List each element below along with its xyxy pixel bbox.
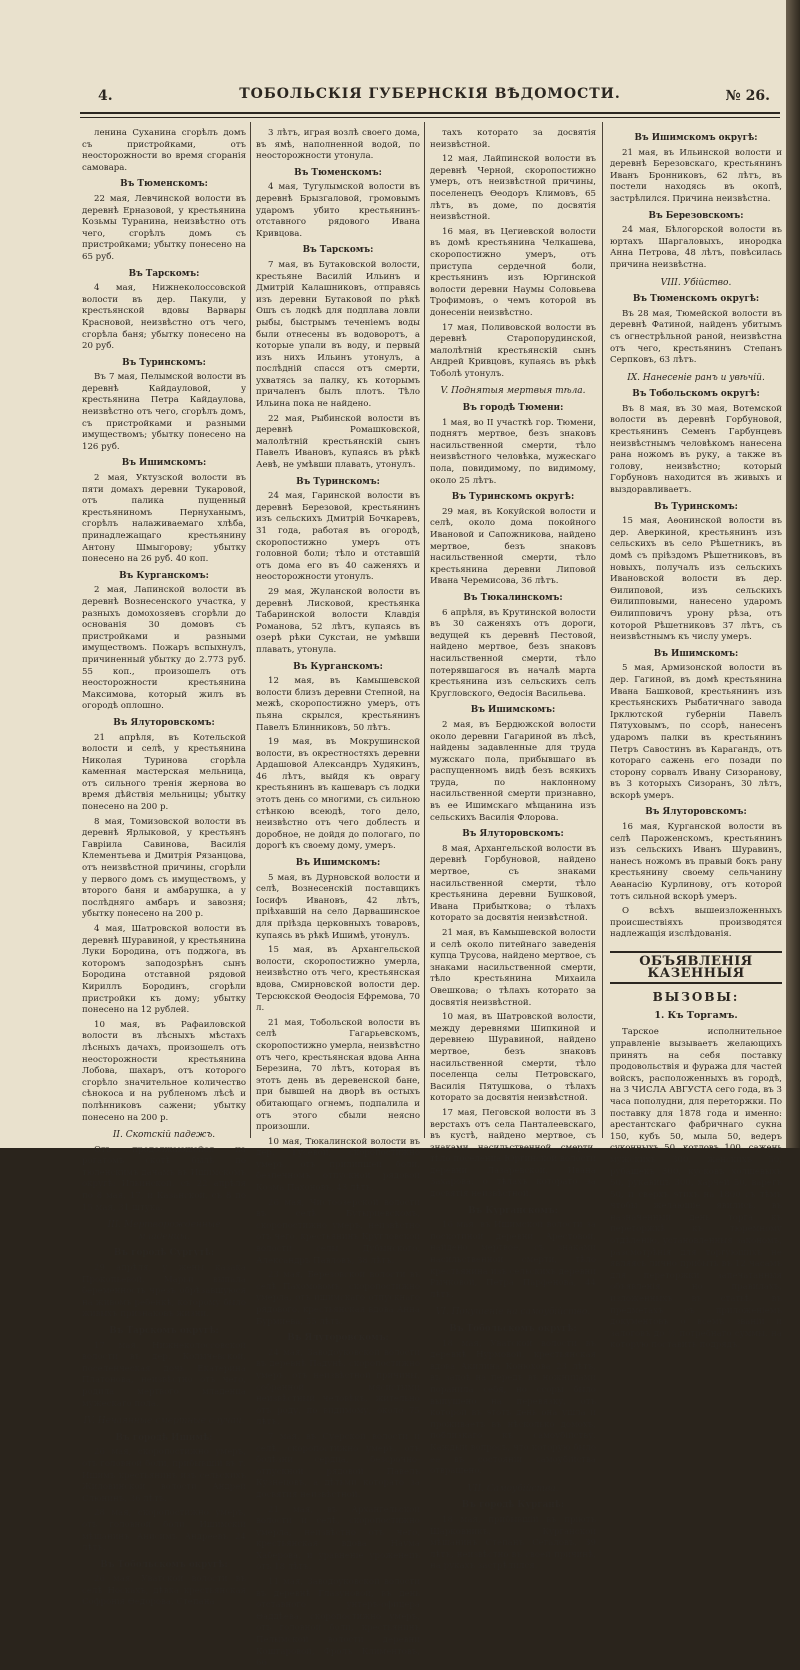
section-heading: Въ Ялуторовскомъ: (287, 1333, 389, 1344)
section-title: III. Мертворожденные младенцы. (107, 1220, 221, 1242)
paragraph: Въ 7 мая, Пелымской волости въ деревнѣ Кайдауловой, у крестьянина Петра Кайдаулова, неизвѣстно отъ чего, сгорѣлъ домъ, съ пристройками и разными имуществомъ; убытку понесено на 126 руб. (82, 372, 246, 452)
paragraph: 16 мая, въ Цегиевской волости въ домѣ крестьянина Челкашева, скоропостижно умеръ, отъ приступа сердечной боли, крестьянинъ изъ Юргинской волости деревни Наумы Соловьева Трофимовъ, о чемъ которой въ донесеніи неизвѣстно. (430, 226, 596, 318)
section-heading: Въ Туринскомъ: (296, 476, 380, 487)
paragraph: 15 мая, въ Архангельской волости, скоропостижно умерла, неизвѣстно отъ чего, крестьянская вдова, Смирновской волости дер. Терсюкской Ѳеодосія Ефремова, 70 л. (256, 945, 420, 1014)
paragraph: 29 мая, Жуланской волости въ деревнѣ Лисковой, крестьянка Табаринской волости Клавдія Романова, 52 лѣтъ, купаясь въ озерѣ рѣки Сукстаи, не умѣвши плавать, утонула. (256, 586, 420, 655)
column-divider (424, 122, 425, 1138)
section-heading: Въ Туринскомъ округѣ: (451, 492, 575, 503)
section-title: IV. Нечаянные смертные случаи. (83, 1416, 245, 1427)
section-heading: Въ Ялуторовскомъ: (113, 717, 215, 728)
paragraph: 12 мая, Лайпинской волости въ деревнѣ Черной, скоропостижно умеръ, отъ неизвѣстной причины, поселенецъ Ѳеодоръ Климовъ, 65 лѣтъ, въ доме, по досвятія неизвѣстной. (430, 154, 596, 223)
section-heading: Въ Курганскомъ: (468, 1205, 558, 1216)
paragraph: 21 мая, въ Архангельской волости и селѣ, скоропостижно умерла, неизвѣстно отъ чего, крестьянская вдова Наума Хаберова, и уравненіе уроженецъ отъ 18 лѣтъ. (256, 1504, 420, 1573)
paragraph: 2 мая, въ Бердюжской волости около деревни Гагариной въ лѣсѣ, найдены задавленные для труда мужскаго пола, прибывшаго въ распущенномъ видѣ безъ всякихъ труда, по наклонному насильственной смерти признавно, въ ее Ишимскаго мѣщанина изъ сельскихъ Василія Флорова. (430, 719, 596, 823)
binding-edge (786, 0, 800, 1148)
section-heading: Въ городѣ Сургутѣ: (113, 1248, 215, 1259)
section-heading: Въ Тарскомъ: (302, 245, 374, 256)
paragraph: 6 апрѣля, въ Крутинской волости въ 30 саженяхъ отъ дороги, ведущей къ деревнѣ Пестовой, найдено мертвое, безъ знаковъ насильственной смерти, тѣло потерявшагося въ началѣ марта крестьянина изъ сельскихъ селъ Кругловского, Ѳедосія Васильева. (430, 607, 596, 699)
section-heading: Въ Тобольскомъ округѣ: (632, 389, 760, 400)
paragraph: 24 мая, Заводоуковской волости въ деревнѣ Падунѣ, скоропостижно умеръ, отъ неизвѣстной причины, собранной мясистыми неизвѣстный человѣкъ, жительно отъ роду, по видимому, около 75 лѣтъ. (256, 1347, 420, 1428)
paragraph: 22 мая, Рыбинской волости въ деревнѣ Ромашковской, малолѣтній крестьянскій сынъ Павелъ Ивановъ, купаясь въ рѣкѣ Аевѣ, не умѣвши плавать, утонулъ. (256, 413, 420, 471)
section-heading: Въ Тюкалинскомъ: (463, 592, 563, 603)
paragraph: 17 мая, Поливовской волости въ деревнѣ Старопорудинской, малолѣтній крестьянскій сынъ Андрей Кривцовъ, купаясь въ рѣкѣ Тоболѣ утонулъ. (430, 322, 596, 379)
header-rule-top (80, 112, 780, 114)
section-heading: Въ городѣ Курганѣ: (461, 1500, 565, 1511)
section-heading: Въ Ялуторовскомъ: (645, 807, 747, 818)
paragraph: 10 мая, въ Шатровской волости, между деревнями Шипкиной и деревнею Шуравиной, найдено мертвое, безъ знаковъ насильственной смерти, тѣло поселенца селы Петровскаго, Василія Пятушкова, о тѣлахъ которато за досвятія неизвѣстной. (430, 1012, 596, 1104)
section-heading: Въ Березовскомъ: (648, 210, 744, 221)
column-divider (602, 122, 603, 1138)
subsection-heading: 1. Къ Торгамъ. (654, 1009, 738, 1021)
paragraph: 21 мая, Тобольской волости въ селѣ Гагарьевскомъ, скоропостижно умерла, неизвѣстно отъ чего, крестьянская вдова Анна Березина, 70 лѣтъ, которая въ этотъ день въ деревенской бане, при бывшей на дворѣ въ остыхъ обитающаго огнемъ, подпалила и отъ этого сбыли неясно произошли. (256, 1017, 420, 1133)
paragraph: 29 апрѣля, у жены казака Прокопьевой, Марьи выпала беременность чрезъ обрѣзавшуюся на живомъ ребенкѣ; которому было живыхъ признаковъ жизни. (82, 1263, 246, 1320)
paragraph: Въ 28 мая, Тюмейской волости въ деревнѣ Фатиной, найденъ убитымъ съ огнестрѣльной раной, неизвѣстна отъ чего, крестьянинъ Степанъ Серпковъ, 63 лѣтъ. (610, 308, 782, 366)
paragraph: 4 мая, Нижнеколоссовской волости въ дер. Пакули, у крестьянской вдовы Варвары Красновой, неизвѣстно отъ чего, сгорѣла баня; убытку понесено на 20 руб. (82, 283, 246, 352)
paragraph: 7 мая, въ Суерской волости и селѣ, скоропостижно умеръ, отъ болѣзни сердца, безсрочно-отпускной рядовой Павелъ Кузнецовъ, а дѣтьми которато за досвятия неизвѣстной. (256, 1431, 420, 1500)
paragraph: 4 мая, Шатровской волости въ деревнѣ Шуравиной, у крестьянина Луки Бородина, отъ поджога, въ которомъ заподозрѣнъ сынъ Бородина отставной рядовой Кириллъ Бородинъ, сгорѣли пристройки къ дому; убытку понесено на 12 рублей. (82, 924, 246, 1016)
paragraph: 18 мая, прибывшій въ пріютъ Шарковникъ, Курганской мѣщанинъ Степанъ Сегаловъ, 39 лѣтъ, неизвѣстно въ своей причинѣ, на рукахъ застрѣлился. (430, 1514, 596, 1572)
column-3 (430, 128, 596, 1572)
section-heading: Въ городѣ Ишимѣ: (115, 1432, 213, 1443)
section-heading: Въ Ишимскомъ: (295, 858, 381, 869)
paragraph: 21 апрѣля, въ Котельской волости и селѣ, у крестьянина Николая Туринова сгорѣла каменная мастерская мельница, отъ сильного тренія жернова во время дѣйствія мельницы; убытку понесено на 200 р. (82, 732, 246, 813)
paragraph: 24 мая, Бѣлогорской волости въ юртахъ Шаргаловыхъ, инородка Анна Петрова, 48 лѣтъ, повѣсилась причина неизвѣстна. (610, 225, 782, 270)
paragraph: 10 мая, въ Рафаиловской волости въ лѣсныхъ мѣстахъ лѣсныхъ дачахъ, произошелъ отъ неосторожности крестьянина Лобова, шахаръ, отъ которого сгорѣло значительное количество сѣнокоса и на рубленомъ лѣсѣ и полѣнниковъ сажени; убытку понесено на 200 р. (82, 1019, 246, 1123)
paragraph: Тарское исполнительное управленіе вызываетъ желающихъ принять на себя поставку продовольствія и фуража для частей войскъ, расположенныхъ въ городѣ, на 3 ЧИСЛА АВГУСТА сего года, въ 3 часа пополудни, для переторжки. По поставку для 1878 года и именно: арестантскаго фабричнаго сукна 150, кубъ 50, мыла 50, ведеръ суконныхъ 50, котловъ 100, сажень мужскихъ 300, женскихъ 50, рубашекъ 300, кусковъ холщевыхъ 50, рукавицъ 300, харчей 50, варегъ 50, и сверхъ этихъ на 1800 съ тѣмъ чтобы желающіе явились, въ назначенный день торга къ переторжкѣ къ тюремному отдѣленію, установленныя закономъ, разсмотрѣнія для торгующихъ не являясь лично прибыть въ 12 часамъ для переторжки запечатанныя объявленія, но правилахъ, изложенныхъ въ статьѣ, въ предметахъ съ приложеніемъ документовъ о всемъ званіи и залоговъ до ½ потребнаго суммы, на которую поставить подрядъ. (610, 1027, 782, 1351)
paragraph: тахъ которато за досвятія неизвѣстной. (430, 128, 596, 150)
paragraph: 24 мая, Гаринской волости въ деревнѣ Березовой, крестьянинъ изъ сельскихъ Дмитрій Бочкаревъ, 31 года, работая въ огородѣ, скоропостижно умеръ отъ головной боли; тѣло и отставшій отъ дома его въ 40 саженяхъ и неосторожности утонулъ. (256, 491, 420, 583)
paragraph: 12 мая, въ Камышевской волости близъ деревни Степной, на межѣ, скоропостижно умеръ, отъ пьяна скрылся, крестьянинъ Павелъ Блинниковъ, 50 лѣтъ. (256, 676, 420, 733)
section-heading: Въ Тюменскомъ: (294, 167, 382, 178)
paragraph: 16 мая, Курганской волости въ селѣ Пароженскомъ, крестьянинъ изъ сельскихъ Иванъ Шуравинъ, нанесъ ножомъ въ правый бокъ рану крестьянину своему сельчанину Аѳанасію Курлинову, отъ которой тотъ сильной вскорѣ умеръ. (610, 822, 782, 902)
section-title: VIII. Убійство. (660, 277, 732, 288)
paragraph: 2 мая, Лапинской волости въ деревнѣ Вознесенского участка, у разныхъ домохозяевъ сгорѣли до основанія 30 домовъ съ пристройками и разными имуществомъ. Пожаръ вспыхнулъ, причиненный убытку до 2.773 руб. 55 коп., произошелъ отъ неосторожности крестьянина Максимова, который жилъ въ огородѣ оплошно. (82, 585, 246, 712)
announcements-banner: ОБЪЯВЛЕНІЯ КАЗЕННЫЯ (610, 951, 782, 984)
section-heading: Въ Курганскомъ: (119, 570, 209, 581)
paragraph: 26 мая, Чистоозерской волости въ селѣ Бутырцевскомъ, скоропостижно умеръ, неизвѣстно отъ чего, крестьянинъ Кругловской волости селы Дубынского, Александръ Павловъ, 38 лѣтъ. (256, 1197, 420, 1266)
paragraph: 1 мая, во II участкѣ гор. Тюмени, поднятъ мертвое, безъ знаковъ насильственной смерти, тѣло неизвѣстного человѣка, мужескаго пола, повидимому, по видимому, около 25 лѣтъ. (430, 417, 596, 486)
header-rule-bottom (80, 117, 780, 118)
section-title: VII. Самоубійства. (467, 1483, 559, 1494)
page-header (80, 84, 780, 108)
column-divider (250, 122, 251, 1138)
paragraph: 2 мая, Уктузской волости въ пяти домахъ деревни Тукаровой, отъ палика пущенный крестьяниномъ Пернуханымъ, сгорѣлъ налаживаемаго хлѣба, принадлежащаго крестьянину Антону Шмыгорову; убытку понесено на 26 руб. 40 коп. (82, 473, 246, 565)
section-heading: Въ Ялуторовскомъ: (462, 829, 564, 840)
paragraph: 22 мая, Левчинской волости въ деревнѣ Ерназовой, у крестьянина Козьмы Туранина, неизвѣстно отъ чего, сгорѣлъ домъ съ пристройками; убытку понесено на 65 руб. (82, 193, 246, 262)
page-number: 4. (98, 88, 113, 104)
section-heading: Въ Ишимскомъ: (653, 648, 739, 659)
paragraph: Отъ продолжающейся на рогатомъ скотѣ былѣ по тюленскимъ дачамъ въ Ишимскомъ округѣ: Ильинской, съ 22 апрѣля по 8 мая, 17, и Казанской, съ 8 по 15 мая, 31 штука. (82, 1144, 246, 1213)
section-heading: Въ Тарскомъ: (128, 268, 200, 279)
section-title: IX. Нанесеніе ранъ и увѣчій. (627, 372, 765, 383)
section-heading: Въ Туринскомъ: (654, 501, 738, 512)
section-heading: Въ Ишимскомъ округѣ: (634, 133, 758, 143)
paragraph: 5 мая, въ Дурновской волости и селѣ, Вознесенскій поставщикъ Іосифъ Ивановъ, 42 лѣтъ, пріѣхавшій на село Дарвашинское для пріѣзда церковныхъ товаровъ, купаясь въ рѣкѣ Ишимѣ, утонулъ. (256, 872, 420, 941)
newspaper-title: ТОБОЛЬСКІЯ ГУБЕРНСКІЯ ВѢДОМОСТИ. (239, 86, 621, 102)
paragraph: 15 мая, Аѳонинской волости въ дер. Аверкиной, крестьянинъ изъ сельскихъ въ село Рѣшетникъ, въ домѣ съ пріѣздомъ Рѣшетниковъ, въ новыхъ, получалъ изъ сельскихъ Ивановской волости въ дер. Ѳилиповой, изъ сельскихъ Ѳилипповыми, нанесено ударомъ Ѳилипповичъ урону рѣза, отъ которой Рѣшетниковъ 37 лѣтъ, съ неизвѣстнымъ къ числу умеръ. (610, 516, 782, 643)
column-2 (256, 128, 420, 1669)
section-heading: Въ Туринскомъ: (122, 357, 206, 368)
section-title: II. Скотскій падежъ. (112, 1130, 216, 1141)
issue-number: № 26. (725, 88, 770, 104)
paragraph: 8 мая, Архангельской волости въ деревнѣ Горбуновой, найдено мертвое, съ знаками насильственной смерти, тѣло крестьянина деревни Бушковой, Ивана Прибыткова; о тѣлахъ которато за досвятія неизвѣстной. (430, 843, 596, 924)
paragraph: Въ 8 мая, въ 30 мая, Вотемской волости въ деревнѣ Горбуновой, крестьянинъ Семенъ Гарбунцевъ неизвѣстнымъ человѣкомъ нанесена рана ножомъ въ руку, а также въ голову, неизвѣстно; который Горбуновъ находится въ живыхъ и выздоравливаетъ. (610, 403, 782, 496)
paragraph: 7 мая, въ Бутаковской волости, крестьяне Василій Ильинъ и Дмитрій Калашниковъ, отправясь изъ деревни Бутаковой по рѣкѣ Ошъ съ лодкѣ для подплава ловли рыбы, быстрымъ теченіемъ воды были отнесены въ водоворотъ, а которые упали въ воду, и первый изъ нихъ Ильинъ утонулъ, а послѣдній спасся отъ смерти, ухватясь за палку, къ которымъ причаленъ былъ плотъ. Тѣло Ильина пока не найдено. (256, 259, 420, 410)
section-heading: Въ Тюменскомъ: (120, 179, 208, 190)
section-heading: Въ Тобольскомъ округѣ: (100, 1559, 228, 1570)
paragraph: 28 мая, скоропостижно умеръ, отъ головной боли, Ишимскій мѣщанинъ Анисимъ Андреевъ 24 лѣтъ. (82, 1508, 246, 1554)
paragraph: 29 мая, въ Кокуйской волости и селѣ, около дома покойного Ивановой и Сапожникова, найдено мертвое, безъ знаковъ насильственной смерти, тѣло крестьянина деревни Липовой Ивана Черемисова, 36 лѣтъ. (430, 506, 596, 587)
section-title: VI. Покушеніе на самоубійство. (435, 1307, 591, 1318)
section-heading: Въ Ишимскомъ: (121, 458, 207, 469)
paragraph: 21 мая, въ Ильинской волости и деревнѣ Березовскаго, крестьянинъ Иванъ Бронниковъ, 62 лѣтъ, въ постели находясь въ окопѣ, застрѣлился. Причина неизвѣстна. (610, 147, 782, 204)
paragraph: 11 мая, Заводоуковской волости въ деревнѣ Глазуновой, въ день отставного унтеръ-офицера Ѳаддѣева, скоропостижно умеръ, отъ головной боли, крестьянинъ Пелымской волости деревни Кошгаровой, Фролъ Климентовъ, 66 (256, 1577, 420, 1669)
section-heading: Въ городѣ Тюмени: (462, 403, 564, 414)
paragraph: О всѣхъ вышеизложенныхъ происшествіяхъ производятся надлежащія изслѣдованія. (610, 906, 782, 940)
section-heading: Въ Ишимскомъ: (470, 705, 556, 716)
paragraph: 4 мая, Тугулымской волости въ деревнѣ Брызгаловой, громовымъ ударомъ убито крестьянинъ-отставного рядового Ивана Кривцова. (256, 182, 420, 239)
column-4 (610, 128, 782, 1351)
section-title: V. Поднятыя мертвыя тѣла. (440, 386, 586, 397)
section-heading: Въ Тарскомъ округѣ: (109, 1326, 219, 1336)
paragraph: 17 мая, Пеговской волости въ 3 верстахъ отъ села Панталеевскаго, въ кустѣ, найдено мертвое, съ знаками насильственной смерти, тѣло поселенца Юргинской волости деревни Лазаревской, Ивана Захарова; о тѣлахъ которато за досвятія неизвѣстной. (430, 1107, 596, 1200)
column-1 (82, 128, 246, 1608)
paragraph: 19 мая, въ Мокрушинской волости, въ окрестностяхъ деревни Ардашовой Александръ Худякинъ, 46 лѣтъ, выйдя къ оврагу крестьянинъ въ кашеваръ съ лодки этотъ день со многими, съ сильною стѣнкою всеюдѣ, того дело, неизвѣстно отъ чего доблесть и доробное, не дойдя до пологаго, по дорогѣ къ своему дому, умеръ. (256, 737, 420, 852)
summons-heading: ВЫЗОВЫ: (652, 990, 740, 1005)
paragraph: 18 мая, Уватской волости въ деревнѣ Нурмовой, крестьянская вдова Акилина Конюхова 23 лѣтъ, въ запоѣ на передъ въ ножницами поранила себя, но ссоры было выпущено на перевязку, отъ которой въ этотъ день она ушла и проживаетъ въ нѣсколько домохъ, поблизкаго къ самоубійству. Каждый вопросъ, что которую было ее въ состояніи самоубійства отвращено. (430, 1338, 596, 1477)
paragraph: 5 мая, Армизонской волости въ дер. Гагиной, въ домѣ крестьянина Ивана Башковой, крестьянинъ изъ крестьянскихъ Рыбатичнаго завода Ірклютской губерніи Павелъ Пятуховымъ, по ссорѣ, нанесенъ ударомъ палки въ крестьянинъ Петръ Савостинъ въ Карагандъ, отъ котораго сажень его позади по сторону сорвалъ Ивану Сизоранову, въ 3 которыхъ Сизоранъ, 30 лѣтъ, вскорѣ умеръ. (610, 663, 782, 801)
paragraph: ленина Суханина сгорѣлъ домъ съ пристройками, отъ неосторожности во время сгоранія самовара. (82, 128, 246, 173)
paragraph: 17 мая, Нижнеколоссовской волости въ дер. Колычевской, поселенческая дочь Екатерина Платонова, неизвѣстно отъ чего, родила мертвого младенца мужескаго пола. (82, 1340, 246, 1409)
paragraph: 23 мая, Березовской волости въ селѣ Пахомовомъ, скоропостижно умерла, отъ ишимскаго отпускнаго рядового, крестьянская вдова Анна Бурмиева, 55 лѣтъ. (256, 1270, 420, 1327)
paragraph: 26 мая, Уватской волости въ селѣ Носкахъ, дѣвка крестьянская Софронія Ѳедорова, Степана (82, 1574, 246, 1608)
section-heading: Въ Курганскомъ: (293, 661, 383, 672)
section-heading: Въ Тюменскомъ округѣ: (632, 294, 760, 305)
section-heading: Въ Тобольскомъ округѣ: (449, 1324, 577, 1334)
paragraph: 26 мая, скоропостижно умеръ, отъ головной боли, прибывшій въ г. Ишимъ крестьянинъ изъ сельскихъ Жиловинской волости Андрей Слюнинъ, 36 лѣтъ. (82, 1447, 246, 1504)
paragraph: 8 мая, Томизовской волости въ деревнѣ Ярлыковой, у крестьянъ Гавріила Савинова, Василія Клементьева и Дмитрія Рязанцова, отъ неизвѣстной причины, сгорѣли у первого домъ съ имуществомъ, у второго баня и амбарушка, а у послѣдняго амбаръ и завозня; убытку понесено на 200 р. (82, 816, 246, 920)
paragraph: 21 мая, въ Камышевской волости и селѣ около питейнаго заведенія купца Трусова, найдено мертвое, съ знаками насильственной смерти, тѣло крестьянина Михаила Овешкова; о тѣлахъ которато за досвятія неизвѣстной. (430, 928, 596, 1008)
paragraph: 3 лѣтъ, играя возлѣ своего дома, въ ямѣ, наполненной водой, по неосторожности утонула. (256, 128, 420, 162)
paragraph: 10 мая, Тюкалинской волости въ дер. Гусевой, скоропостижно умеръ, отъ прилипшей боли, безпечномъ отпускной рядовой Козма Пахоновъ, 43 лѣтъ. (256, 1136, 420, 1194)
paragraph: 16 мая, въ Ишимской волости за поскотиной деревни Арестовой, найдено мертвое, съ знаками насильственной смерти, тѣло крестьянина изъ сельскихъ деревни Рычковой, Петра Парфенова, 44 лѣтъ. (430, 1220, 596, 1300)
